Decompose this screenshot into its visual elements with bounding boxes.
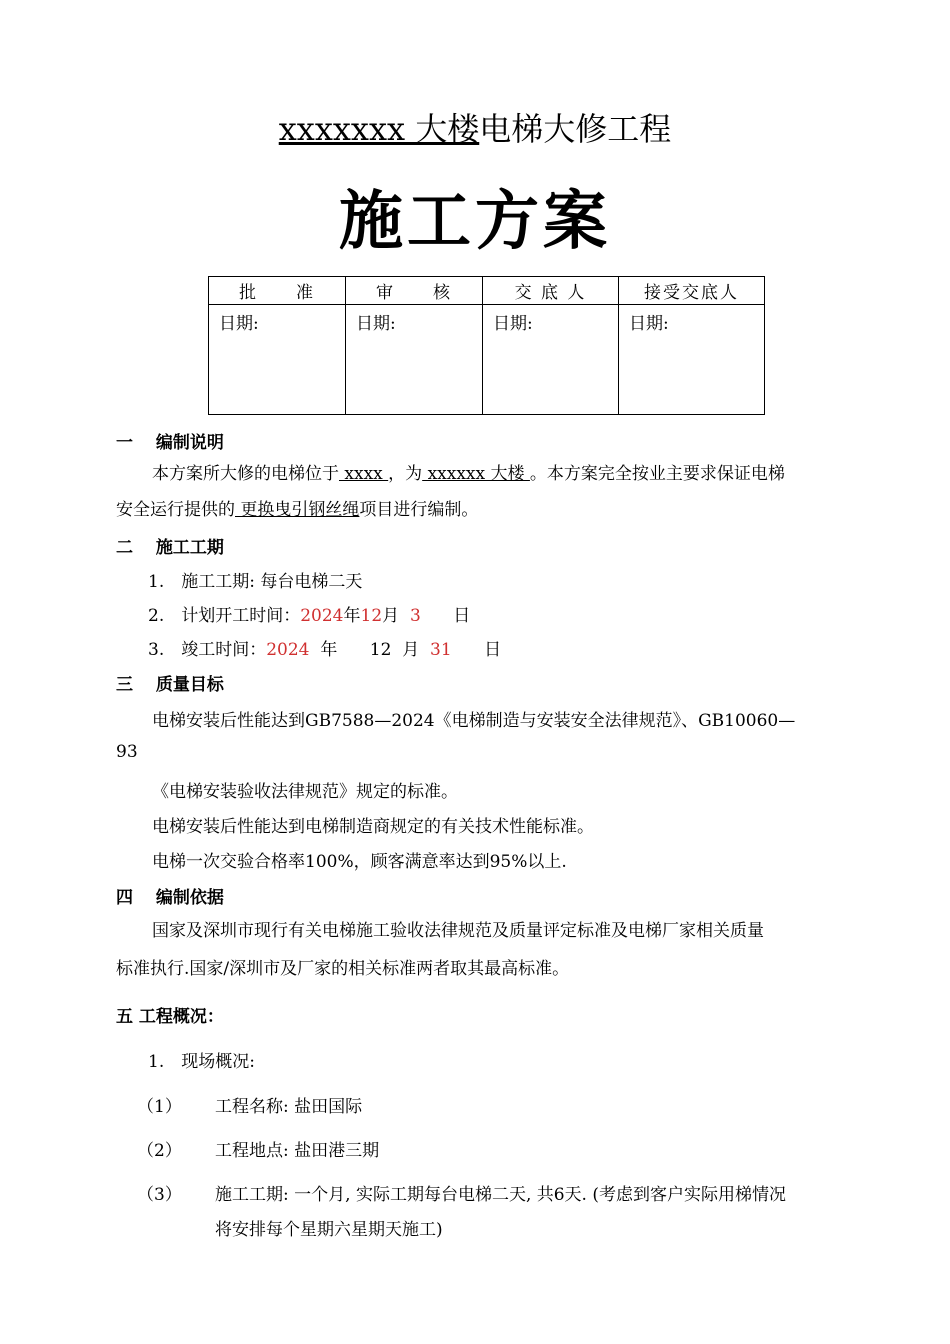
building-name: xxxxxx 大楼 xyxy=(422,464,530,484)
quality-line-2: 93 xyxy=(116,742,138,762)
overview-item-1: 1. 现场概况: xyxy=(148,1052,255,1072)
text: 日 xyxy=(484,640,502,660)
quality-line-3: 《电梯安装验收法律规范》规定的标准。 xyxy=(152,782,458,802)
document-subtitle xyxy=(0,104,950,150)
document-title: 施工方案 xyxy=(339,184,611,259)
overview-sub-number-1: （1） xyxy=(137,1097,182,1117)
end-month: 12 xyxy=(369,640,392,660)
signoff-header-row xyxy=(209,277,765,305)
section-heading-2: 二 施工工期 xyxy=(116,538,224,558)
header-review: 审 核 xyxy=(346,277,483,305)
end-day: 31 xyxy=(430,640,452,660)
section-heading-3: 三 质量目标 xyxy=(116,675,224,695)
construction-period-line-1: 施工工期: 一个月, 实际工期每台电梯二天, 共6天. (考虑到客户实际用梯情况 xyxy=(215,1185,787,1205)
section-heading-5: 五 工程概况： xyxy=(116,1007,224,1027)
header-receiver: 接受交底人 xyxy=(619,277,765,305)
overview-sub-number-2: （2） xyxy=(137,1141,182,1161)
text: 安全运行提供的 xyxy=(116,500,235,520)
schedule-item-3 xyxy=(148,635,501,660)
date-cell: 日期: xyxy=(209,305,346,415)
text: 年 xyxy=(343,606,361,626)
date-cell: 日期: xyxy=(483,305,619,415)
section-heading-1: 一 编制说明 xyxy=(116,433,224,453)
text: 。本方案完全按业主要求保证电梯 xyxy=(529,464,785,484)
text: 月 xyxy=(402,640,420,660)
header-briefer: 交 底 人 xyxy=(483,277,619,305)
header-approve: 批 准 xyxy=(209,277,346,305)
elevator-location: xxxx xyxy=(339,464,389,484)
text: 月 xyxy=(382,606,400,626)
project-name-line: 工程名称: 盐田国际 xyxy=(215,1097,363,1117)
signoff-date-row xyxy=(209,305,765,415)
date-cell: 日期: xyxy=(346,305,483,415)
schedule-item-2 xyxy=(148,601,470,626)
start-day: 3 xyxy=(409,606,421,626)
schedule-item-1: 1. 施工工期: 每台电梯二天 xyxy=(148,572,363,592)
date-cell: 日期: xyxy=(619,305,765,415)
quality-line-5: 电梯一次交验合格率100%，顾客满意率达到95%以上. xyxy=(152,852,567,872)
text: 本方案所大修的电梯位于 xyxy=(152,464,339,484)
section-1-paragraph-line-1 xyxy=(152,459,785,484)
project-type: 电梯大修工程 xyxy=(479,110,672,148)
end-year: 2024 xyxy=(266,640,310,660)
quality-line-1: 电梯安装后性能达到GB7588—2024《电梯制造与安装安全法律规范》、GB10060— xyxy=(152,711,796,731)
section-heading-4: 四 编制依据 xyxy=(116,888,224,908)
text: 3. 竣工时间： xyxy=(148,640,267,660)
overview-sub-number-3: （3） xyxy=(137,1185,182,1205)
construction-period-line-2: 将安排每个星期六星期天施工) xyxy=(215,1220,443,1240)
text: ，为 xyxy=(388,464,423,484)
text: 年 xyxy=(320,640,338,660)
section-1-paragraph-line-2 xyxy=(116,495,478,520)
project-item: 更换曳引钢丝绳 xyxy=(235,500,360,520)
text: 2. 计划开工时间： xyxy=(148,606,301,626)
text: 日 xyxy=(453,606,471,626)
basis-line-2: 标准执行.国家/深圳市及厂家的相关标准两者取其最高标准。 xyxy=(116,959,570,979)
project-name: xxxxxxx 大楼 xyxy=(278,110,480,148)
text: 项目进行编制。 xyxy=(359,500,479,520)
start-month: 12 xyxy=(360,606,383,626)
start-year: 2024 xyxy=(300,606,344,626)
basis-line-1: 国家及深圳市现行有关电梯施工验收法律规范及质量评定标准及电梯厂家相关质量 xyxy=(152,921,764,941)
quality-line-4: 电梯安装后性能达到电梯制造商规定的有关技术性能标准。 xyxy=(152,817,594,837)
signoff-table xyxy=(208,276,765,415)
project-location-line: 工程地点: 盐田港三期 xyxy=(215,1141,380,1161)
